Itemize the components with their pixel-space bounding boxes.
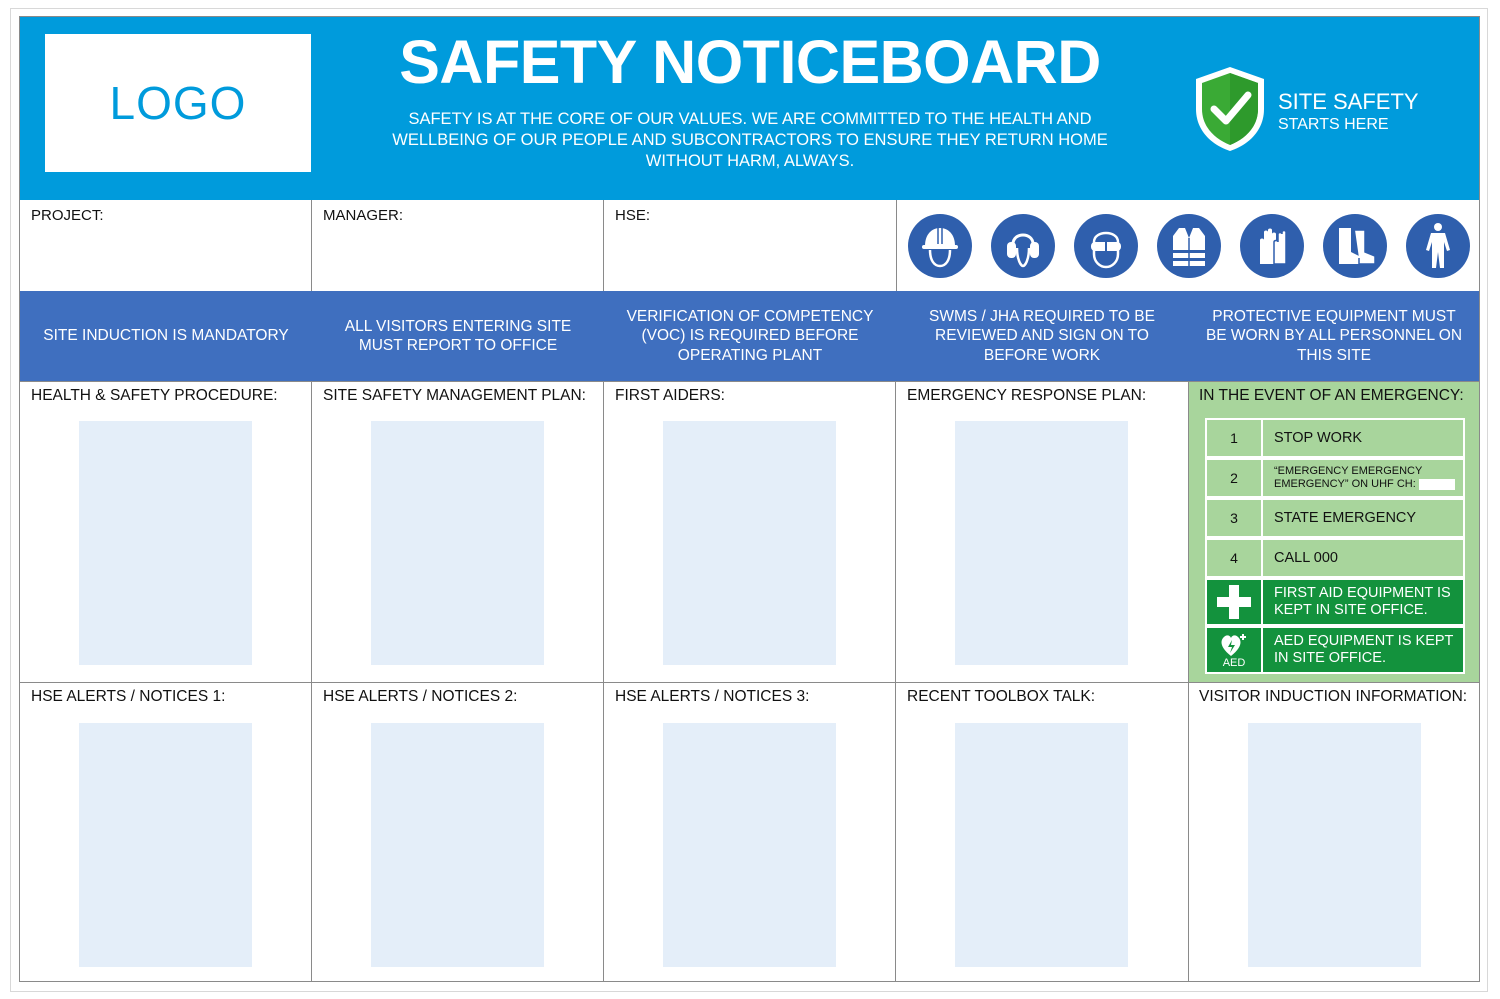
mission-statement: SAFETY IS AT THE CORE OF OUR VALUES. WE ARE COMMITTED TO THE HEALTH AND WELLBEING OF OUR PEOPLE AND SUBCONTRACTORS TO ENSURE THEY RETURN HOME WITHOUT HARM, ALWAYS. [392,110,1108,170]
manager-label: MANAGER: [323,207,404,224]
badge-line-1: SITE SAFETY [1278,89,1419,114]
gloves-icon [1240,214,1304,278]
rule-visitors: ALL VISITORS ENTERING SITE MUST REPORT TO OFFICE [344,317,572,354]
coveralls-icon [1406,214,1470,278]
hi-vis-vest-icon [1157,214,1221,278]
section-label: HEALTH & SAFETY PROCEDURE: [31,387,278,404]
rule-swms: SWMS / JHA REQUIRED TO BE REVIEWED AND SIGN ON TO BEFORE WORK [929,307,1155,364]
rule-ppe: PROTECTIVE EQUIPMENT MUST BE WORN BY ALL PERSONNEL ON THIS SITE [1205,307,1463,364]
uhf-text: “EMERGENCY EMERGENCY EMERGENCY” ON UHF CH: [1274,465,1423,490]
hse-label: HSE: [615,207,651,224]
ear-protection-icon [991,214,1055,278]
section-health-safety-procedure [20,381,312,682]
first-aid-cross-icon [1205,578,1263,626]
section-hse-alerts-1 [20,682,312,982]
logo-placeholder [45,34,311,172]
section-visitor-induction [1189,682,1479,982]
project-label: PROJECT: [31,207,104,224]
first-aid-text: FIRST AID EQUIPMENT IS KEPT IN SITE OFFICE. [1263,578,1465,626]
step-text: CALL 000 [1263,538,1465,578]
site-safety-badge [1278,89,1419,134]
rule-site-induction: SITE INDUCTION IS MANDATORY [43,327,289,345]
document-pocket[interactable] [663,723,836,967]
emergency-title: IN THE EVENT OF AN EMERGENCY: [1199,387,1464,404]
ppe-icon-strip [897,200,1479,291]
document-row-2 [20,682,1479,982]
section-label: SITE SAFETY MANAGEMENT PLAN: [323,387,586,404]
aed-text: AED EQUIPMENT IS KEPT IN SITE OFFICE. [1263,626,1465,674]
emergency-step [1205,538,1465,578]
section-label: VISITOR INDUCTION INFORMATION: [1199,688,1468,705]
header-banner [20,17,1479,200]
rule-voc: VERIFICATION OF COMPETENCY (VOC) IS REQUIRED BEFORE OPERATING PLANT [626,307,874,364]
step-number: 4 [1205,538,1263,578]
document-pocket[interactable] [955,421,1128,665]
step-text: STATE EMERGENCY [1263,498,1465,538]
aed-row [1205,626,1465,674]
project-field[interactable] [20,200,312,291]
section-label: HSE ALERTS / NOTICES 1: [31,688,226,705]
badge-line-2: STARTS HERE [1278,116,1389,133]
band-bottom-line [20,381,1479,382]
section-first-aiders [604,381,896,682]
first-aid-row [1205,578,1465,626]
hard-hat-icon [908,214,972,278]
step-number: 1 [1205,418,1263,458]
section-label: EMERGENCY RESPONSE PLAN: [907,387,1147,404]
emergency-procedure-panel [1189,381,1479,682]
manager-field[interactable] [312,200,604,291]
section-hse-alerts-3 [604,682,896,982]
document-pocket[interactable] [371,723,544,967]
hse-field[interactable] [604,200,897,291]
shield-check-icon [1192,65,1268,153]
safety-noticeboard [19,16,1480,982]
emergency-step [1205,498,1465,538]
emergency-step [1205,458,1465,498]
step-text: STOP WORK [1263,418,1465,458]
section-hse-alerts-2 [312,682,604,982]
aed-heart-icon [1205,626,1263,674]
aed-label: AED [1222,656,1246,669]
document-pocket[interactable] [1248,723,1421,967]
section-toolbox-talk [896,682,1189,982]
section-label: FIRST AIDERS: [615,387,725,404]
section-label: HSE ALERTS / NOTICES 2: [323,688,518,705]
section-emergency-response-plan [896,381,1189,682]
emergency-step [1205,418,1465,458]
logo-text: LOGO [109,77,247,129]
rules-band [20,291,1479,381]
document-pocket[interactable] [371,421,544,665]
section-label: RECENT TOOLBOX TALK: [907,688,1096,705]
section-label: HSE ALERTS / NOTICES 3: [615,688,810,705]
step-number: 2 [1205,458,1263,498]
section-site-safety-plan [312,381,604,682]
document-pocket[interactable] [663,421,836,665]
document-pocket[interactable] [79,421,252,665]
safety-boots-icon [1323,214,1387,278]
uhf-channel-blank[interactable] [1419,479,1455,490]
step-number: 3 [1205,498,1263,538]
document-pocket[interactable] [79,723,252,967]
project-info-row [20,200,1479,291]
document-pocket[interactable] [955,723,1128,967]
page-title: SAFETY NOTICEBOARD [399,28,1101,96]
safety-glasses-icon [1074,214,1138,278]
step-text-uhf [1263,458,1465,498]
